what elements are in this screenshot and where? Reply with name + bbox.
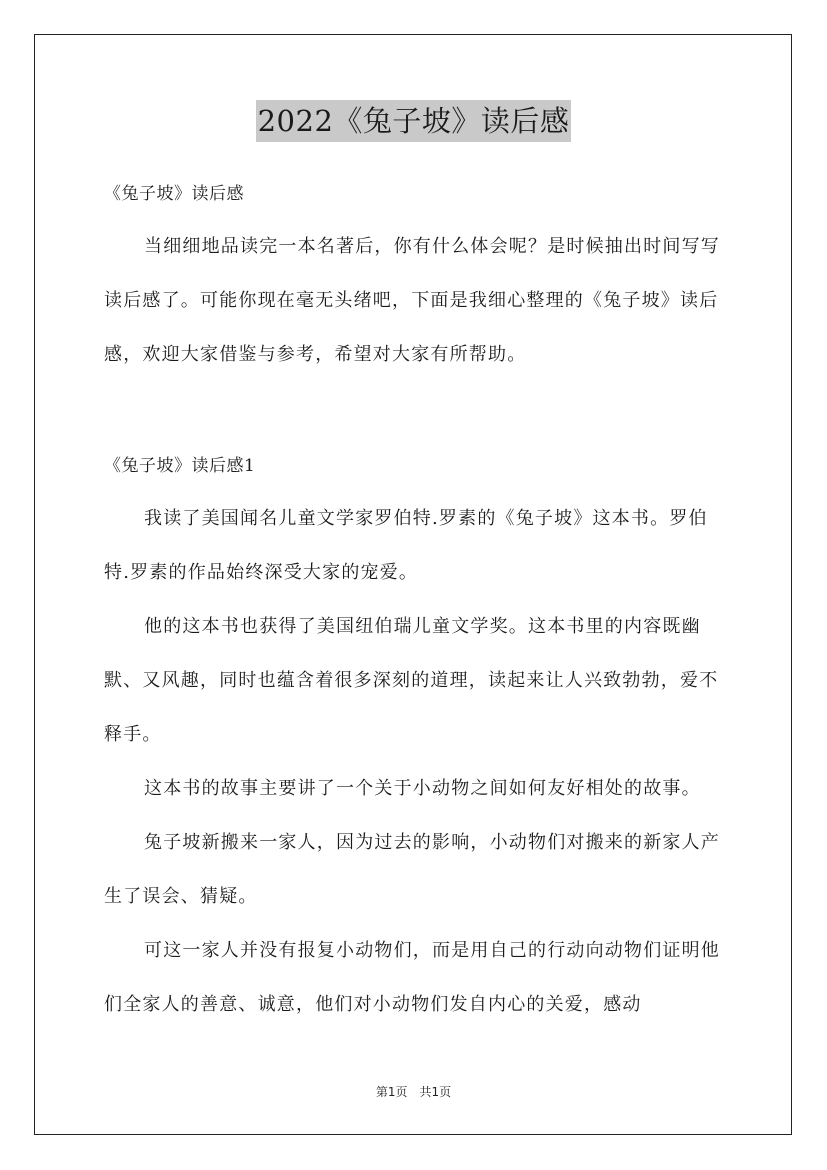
section-body — [104, 492, 726, 1032]
body-paragraph: 这本书的故事主要讲了一个关于小动物之间如何友好相处的故事。 — [144, 778, 701, 799]
document-subtitle: 《兔子坡》读后感 — [104, 184, 244, 204]
body-paragraph: 我读了美国闻名儿童文学家罗伯特.罗素的《兔子坡》这本书。罗伯特.罗素的作品始终深受大家的宠爱。 — [104, 508, 708, 583]
section-heading: 《兔子坡》读后感1 — [104, 456, 256, 476]
body-paragraph: 可这一家人并没有报复小动物们，而是用自己的行动向动物们证明他们全家人的善意、诚意，他们对小动物们发自内心的关爱，感动 — [104, 940, 720, 1015]
page-footer: 第1页 共1页 — [375, 1085, 452, 1099]
intro-paragraph: 当细细地品读完一本名著后，你有什么体会呢？是时候抽出时间写写读后感了。可能你现在毫无头绪吧，下面是我细心整理的《兔子坡》读后感，欢迎大家借鉴与参考，希望对大家有所帮助。 — [104, 236, 720, 365]
body-paragraph: 兔子坡新搬来一家人，因为过去的影响，小动物们对搬来的新家人产生了误会、猜疑。 — [104, 832, 720, 907]
title-container — [0, 100, 827, 142]
document-title: 2022《兔子坡》读后感 — [256, 100, 572, 142]
intro-block — [104, 220, 726, 382]
body-paragraph: 他的这本书也获得了美国纽伯瑞儿童文学奖。这本书里的内容既幽默、又风趣，同时也蕴含着很多深刻的道理，读起来让人兴致勃勃，爱不释手。 — [104, 616, 719, 745]
